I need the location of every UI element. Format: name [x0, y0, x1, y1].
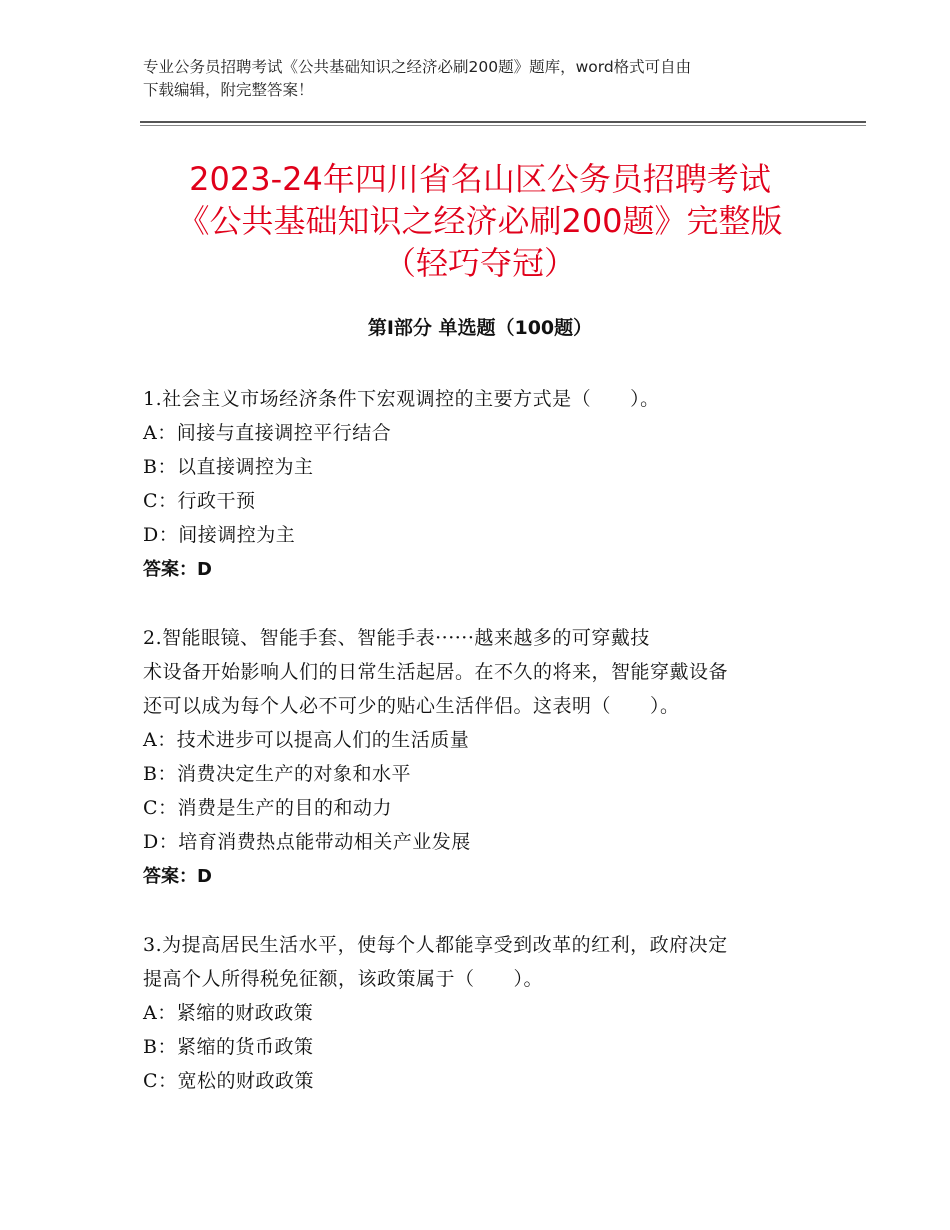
question-item: [143, 621, 803, 895]
option-c: C：宽松的财政政策: [143, 1070, 315, 1092]
option-b: B：紧缩的货币政策: [143, 1036, 314, 1058]
question-stem: 2.智能眼镜、智能手套、智能手表······越来越多的可穿戴技: [143, 627, 650, 649]
document-title: [140, 158, 820, 284]
header-divider-thin: [140, 125, 866, 126]
answer-label: 答案：D: [143, 559, 212, 580]
title-line: （轻巧夺冠）: [383, 244, 576, 282]
question-list: [143, 382, 803, 1131]
option-a: A：间接与直接调控平行结合: [143, 422, 392, 444]
section-heading: 第Ⅰ部分 单选题（100题）: [367, 317, 593, 339]
header-divider: [140, 121, 866, 123]
option-d: D：培育消费热点能带动相关产业发展: [143, 831, 471, 853]
question-stem: 术设备开始影响人们的日常生活起居。在不久的将来，智能穿戴设备: [143, 661, 729, 683]
option-b: B：以直接调控为主: [143, 456, 314, 478]
answer-label: 答案：D: [143, 866, 212, 887]
question-item: [143, 382, 803, 588]
question-item: [143, 928, 803, 1098]
header-note-line: 下载编辑，附完整答案！: [143, 81, 314, 99]
header-note: [143, 56, 803, 102]
header-note-line: 专业公务员招聘考试《公共基础知识之经济必刷200题》题库，word格式可自由: [143, 58, 692, 76]
option-a: A：紧缩的财政政策: [143, 1002, 314, 1024]
option-c: C：消费是生产的目的和动力: [143, 797, 393, 819]
option-c: C：行政干预: [143, 490, 256, 512]
question-stem: 3.为提高居民生活水平，使每个人都能享受到改革的红利，政府决定: [143, 934, 728, 956]
option-a: A：技术进步可以提高人们的生活质量: [143, 729, 470, 751]
title-line: 2023-24年四川省名山区公务员招聘考试: [189, 160, 771, 198]
option-d: D：间接调控为主: [143, 524, 296, 546]
option-b: B：消费决定生产的对象和水平: [143, 763, 411, 785]
question-stem: 提高个人所得税免征额，该政策属于（ ）。: [143, 968, 544, 990]
question-stem: 1.社会主义市场经济条件下宏观调控的主要方式是（ ）。: [143, 388, 660, 410]
question-stem: 还可以成为每个人必不可少的贴心生活伴侣。这表明（ ）。: [143, 695, 680, 717]
title-line: 《公共基础知识之经济必刷200题》完整版: [177, 202, 783, 240]
